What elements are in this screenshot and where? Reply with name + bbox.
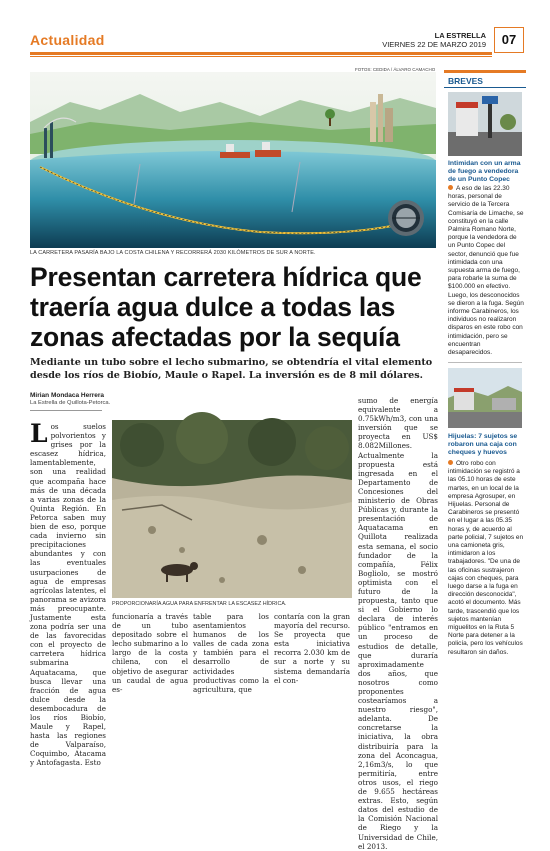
brief-1-body: A eso de las 22.30 horas, personal de servicio de la Tercera Comisaría de Limache, se constituyó en la calle Palmira Romano Norte, porque la vendedora de un Punto Copec del sector, denunció que fue intimidada con una supuesta arma de fuego, para robarle la suma de $100.000 en efectivo. Luego, los desconocidos se dieron a la fuga. Según informe Carabineros, los individuos no realizaron disparos en este robo con intimidación, pero se encuentran desaparecidos.	[448, 185, 524, 357]
author-rule	[30, 410, 102, 411]
bullet-icon	[448, 460, 453, 465]
page-header	[0, 0, 550, 66]
brief-1-title: Intimidan con un arma de fuego a vendedora de un Punto Copec	[448, 160, 521, 184]
brief-2-body: Otro robo con intimidación se registró a las 05.10 horas de este martes, en un local de la empresa Agrosuper, en Hijuelas. Personal de Carabineros se presentó en el lugar a las 05.35 horas y, de acuerdo al parte policial, 7 sujetos en una camioneta gris, intimidaron a los trabajadores. "De una de las oficinas sustrajeron cajas con cheques, para luego darse a la fuga en dirección desconocida", acotó el documento. Más tarde, trascendió que los sujetos mantenían miguelitos en la Ruta 5 Norte para detener a la policía, pero los vehículos resultaron sin daños.	[448, 460, 524, 656]
author-outlet: La Estrella de Quillota-Petorca.	[30, 400, 111, 406]
drop-cap: L	[30, 419, 48, 448]
breves-label: BREVES	[448, 76, 483, 86]
author-name: Mirian Mondaca Herrera	[30, 392, 105, 399]
section-label: Actualidad	[30, 32, 105, 48]
bullet-icon	[448, 185, 453, 190]
photo-caption: PROPORCIONARÍA AGUA PARA ENFRENTAR LA ESCASEZ HÍDRICA.	[112, 601, 287, 607]
brief-1-text	[448, 185, 524, 360]
brief-divider	[448, 362, 522, 363]
article-headline: Presentan carretera hídrica que traería agua dulce a todas las zonas afectadas por la sequía	[30, 262, 422, 352]
issue-date: VIERNES 22 DE MARZO 2019	[382, 40, 486, 49]
illustration-caption: LA CARRETERA PASARÍA BAJO LA COSTA CHILENA Y RECORRERÁ 2030 KILÓMETROS DE SUR A NORTE.	[30, 250, 316, 256]
newspaper-name: LA ESTRELLA	[434, 31, 486, 40]
landscape-photo	[112, 420, 352, 598]
article-subhead: Mediante un tubo sobre el lecho submarino, se obtendría el vital elemento desde los ríos de Biobío, Maule o Rapel. La inversión es de 8 mil dólares.	[30, 357, 433, 381]
article-column-2: funcionaría a través de un tubo depositado sobre el lecho submarino a lo largo de la costa chilena, con el objetivo de asegurar un caudal de agua es-	[112, 612, 189, 694]
column-1-text: os suelos polvorientos y grises por la escasez hídrica, lamentablemente, son una realidad que acompaña hace más de una década a varias zonas de la Quinta Región. En Petorca saben muy bien de eso, porque cada invierno sin precipitaciones abundantes y con las eventuales usurpaciones de agua de empresas agrícolas latentes, el panorama se avizora más preocupante. Justamente esta zona podría ser una de las favorecidas con el proyecto de carretera hídrica submarina Aquatacama, que busca llevar una fracción de agua dulce desde la desembocadura de los ríos Biobío, Maule y Rapel, hasta las regiones de Valparaíso, Coquimbo, Atacama y Antofagasta. Esto	[30, 422, 106, 768]
brief-photo-copec	[448, 92, 522, 156]
article-column-1	[30, 419, 106, 768]
article-column-5: sumo de energía equivalente a 0.75kWh/m3, con una inversión que se proyecta en US$ 8.082Millones. Actualmente la propuesta está ingresada en el Departamento de Concesiones del ministerio de Obras Públicas y, durante la presentación de Aquatacama en Quillota realizada esta semana, el socio fundador de la compañía, Félix Bogliolo, se mostró optimista con el futuro de la propuesta, tanto que si el Gobierno lo declara de interés público "entramos en un proceso de estudios de detalle, que duraría aproximadamente dos años, que nosotros como proponentes costearíamos a nuestro riesgo", adelanta. De concretarse la iniciativa, la obra distribuiría para la zona del Aconcagua, 2,16m3/s, lo que permitiría, entre otros usos, el riego de 9.655 hectáreas extras. Esto, según datos del estudio de la Comisión Nacional de Riego y la Universidad de Chile, el 2013.	[358, 396, 438, 851]
breves-rule	[444, 87, 526, 88]
pipeline-illustration	[30, 72, 436, 248]
photo-credit: FOTOS: CEDIDA / ÁLVARO CAMACHO	[355, 67, 436, 72]
header-rule	[30, 52, 492, 55]
article-column-3: table para los asentamientos humanos de los valles de cada zona y también para el desarrollo de actividades productivas como la agricultura, que	[193, 612, 269, 694]
brief-2-title: Hijuelas: 7 sujetos se robaron una caja con cheques y huevos	[448, 433, 518, 457]
brief-2-text	[448, 460, 524, 684]
brief-photo-hijuelas	[448, 368, 522, 428]
page-number: 07	[494, 27, 524, 53]
article-column-4: contaría con la gran mayoría del recurso. Se proyecta que esta iniciativa recorra 2.030 km de sur a norte y su sistema demandaría el con-	[274, 612, 350, 685]
breves-accent-bar	[444, 70, 526, 73]
header-rule-thin	[30, 56, 492, 57]
